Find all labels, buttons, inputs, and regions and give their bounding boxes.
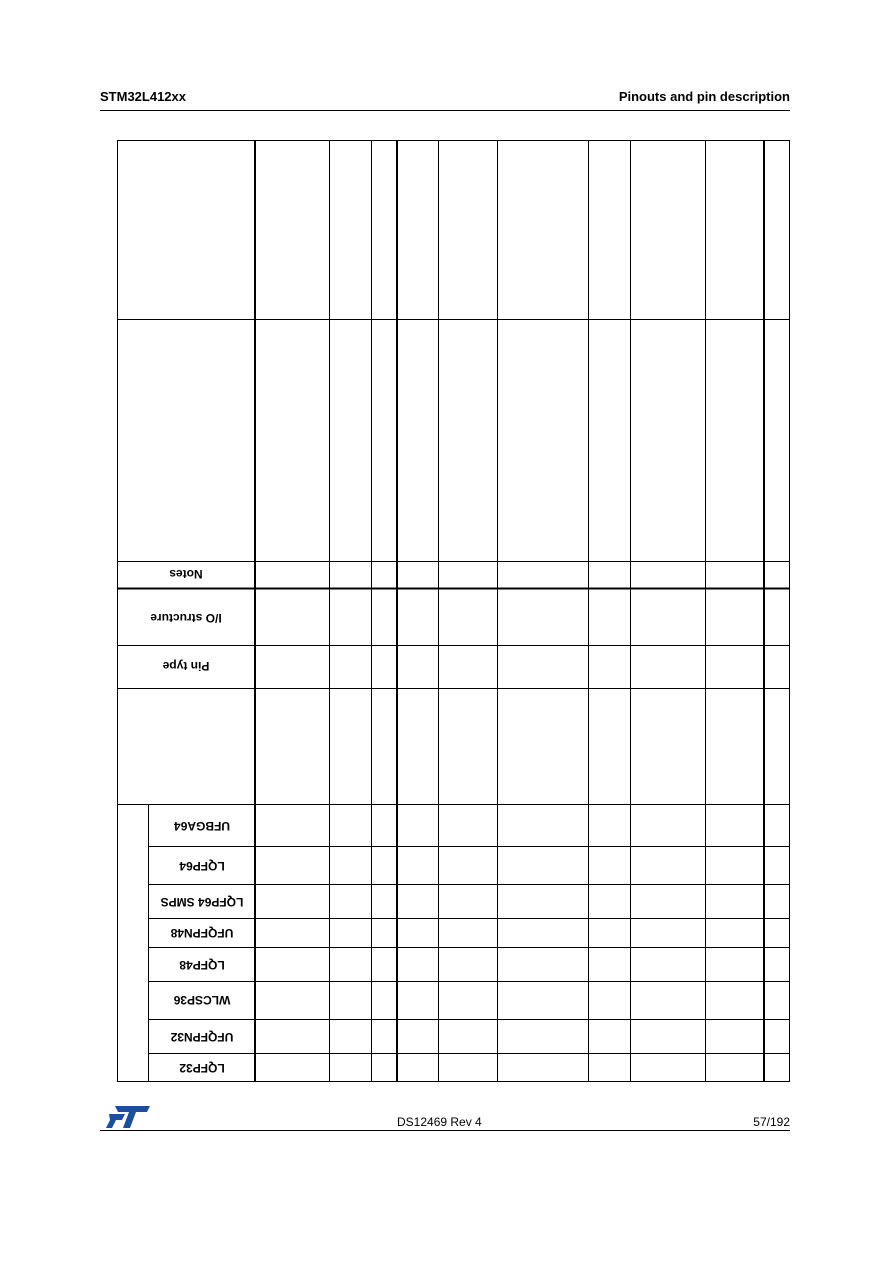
package-label: UFBGA64 [174,819,231,833]
header-section: Pinouts and pin description [618,89,790,104]
col-header-notes: Notes [169,567,203,581]
package-label: LQFP32 [179,1061,225,1075]
package-label: LQFP64 SMPS [160,895,244,909]
package-label: WLCSP36 [173,993,231,1007]
st-logo [106,1105,150,1129]
header-rule [100,110,790,111]
package-label: UFQFPN32 [170,1030,234,1044]
col-header-io-structure: I/O structure [150,611,222,625]
footer-rule [100,1130,790,1131]
document-id: DS12469 Rev 4 [397,1115,482,1129]
package-label: LQFP64 [179,859,225,873]
pin-table [117,140,790,1082]
page-number: 57/192 [753,1115,790,1129]
header-product: STM32L412xx [100,89,186,104]
package-label: LQFP48 [179,958,225,972]
package-label: UFQFPN48 [170,926,234,940]
col-header-pin-type: Pin type [162,659,210,673]
